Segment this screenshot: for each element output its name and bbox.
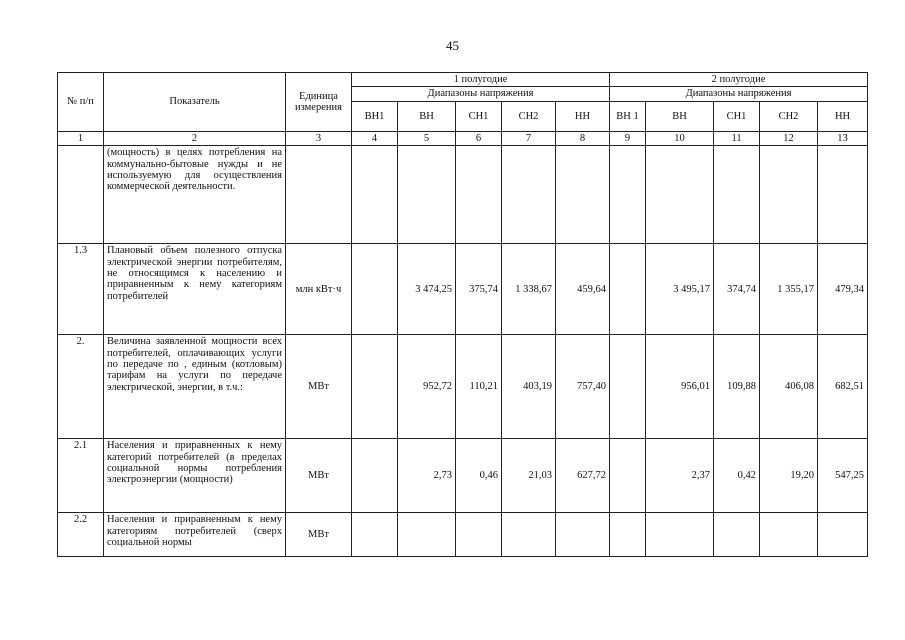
row-value: 757,40 [556,335,610,439]
row-value: 2,73 [398,439,456,513]
row-value: 952,72 [398,335,456,439]
row-value: 21,03 [502,439,556,513]
column-number: 12 [760,131,818,145]
row-value: 375,74 [456,244,502,335]
table-row [58,335,868,439]
row-value: 547,25 [818,439,868,513]
header-voltage: СН2 [760,101,818,131]
row-unit: млн кВт·ч [286,244,352,335]
row-value [556,146,610,244]
row-value [818,146,868,244]
row-value: 0,42 [714,439,760,513]
header-voltage: ВН 1 [610,101,646,131]
row-unit: МВт [286,513,352,557]
row-value [398,513,456,557]
column-number: 1 [58,131,104,145]
row-value: 19,20 [760,439,818,513]
row-unit [286,146,352,244]
column-number: 9 [610,131,646,145]
header-unit: Единица измерения [286,73,352,132]
row-value: 406,08 [760,335,818,439]
header-voltage: СН2 [502,101,556,131]
row-value [646,146,714,244]
row-value: 479,34 [818,244,868,335]
row-indicator: Населения и приравненным к нему категориям потребителей (сверх социальной нормы [104,513,286,557]
row-value [352,513,398,557]
row-value [610,244,646,335]
column-number: 6 [456,131,502,145]
row-value: 3 495,17 [646,244,714,335]
row-num: 2.2 [58,513,104,557]
row-value [352,439,398,513]
row-num: 1.3 [58,244,104,335]
column-number: 10 [646,131,714,145]
header-ranges2: Диапазоны напряжения [610,87,868,101]
row-num: 2.1 [58,439,104,513]
row-value [456,146,502,244]
row-value: 2,37 [646,439,714,513]
row-value: 1 355,17 [760,244,818,335]
row-value [352,146,398,244]
row-value: 1 338,67 [502,244,556,335]
column-number: 3 [286,131,352,145]
column-number: 7 [502,131,556,145]
row-value: 110,21 [456,335,502,439]
header-voltage: НН [556,101,610,131]
row-value [352,335,398,439]
row-value: 403,19 [502,335,556,439]
tariff-table [57,72,868,557]
header-half1: 1 полугодие [352,73,610,87]
row-value [556,513,610,557]
header-voltage: СН1 [714,101,760,131]
row-value [610,146,646,244]
column-number: 11 [714,131,760,145]
header-row-1 [58,73,868,87]
row-unit: МВт [286,439,352,513]
header-voltage: ВН1 [352,101,398,131]
header-half2: 2 полугодие [610,73,868,87]
row-value [456,513,502,557]
row-value: 0,46 [456,439,502,513]
row-value: 682,51 [818,335,868,439]
column-number-row [58,131,868,145]
row-value [610,439,646,513]
row-value: 459,64 [556,244,610,335]
row-value [398,146,456,244]
row-value [502,513,556,557]
column-number: 8 [556,131,610,145]
header-voltage: ВН [398,101,456,131]
table-row [58,513,868,557]
header-voltage: СН1 [456,101,502,131]
header-num: № п/п [58,73,104,132]
row-num: 2. [58,335,104,439]
table-row [58,244,868,335]
header-indicator: Показатель [104,73,286,132]
header-voltage: ВН [646,101,714,131]
row-value [502,146,556,244]
row-value: 627,72 [556,439,610,513]
row-value [610,335,646,439]
row-value: 956,01 [646,335,714,439]
row-value [646,513,714,557]
column-number: 13 [818,131,868,145]
column-number: 5 [398,131,456,145]
header-ranges1: Диапазоны напряжения [352,87,610,101]
row-value: 374,74 [714,244,760,335]
header-voltage: НН [818,101,868,131]
row-indicator: Плановый объем полезного отпуска электрической энергии потребителям, не относящимся к населению и приравненным к нему категориям потребителей [104,244,286,335]
table-row [58,146,868,244]
row-indicator: (мощность) в целях потребления на коммунально-бытовые нужды и не используемую для осуществления коммерческой деятельности. [104,146,286,244]
row-indicator: Населения и приравненных к нему категорий потребителей (в пределах социальной нормы потребления электроэнергии (мощности) [104,439,286,513]
row-value [714,146,760,244]
row-value [610,513,646,557]
row-value [352,244,398,335]
column-number: 2 [104,131,286,145]
row-value: 109,88 [714,335,760,439]
row-value [714,513,760,557]
row-num [58,146,104,244]
row-unit: МВт [286,335,352,439]
table-row [58,439,868,513]
row-value [760,513,818,557]
page-number: 45 [446,38,459,53]
row-indicator: Величина заявленной мощности всех потребителей, оплачивающих услуги по передаче по , единым (котловым) тарифам на услуги по передаче электрической, энергии, в т.ч.: [104,335,286,439]
row-value: 3 474,25 [398,244,456,335]
row-value [818,513,868,557]
column-number: 4 [352,131,398,145]
row-value [760,146,818,244]
